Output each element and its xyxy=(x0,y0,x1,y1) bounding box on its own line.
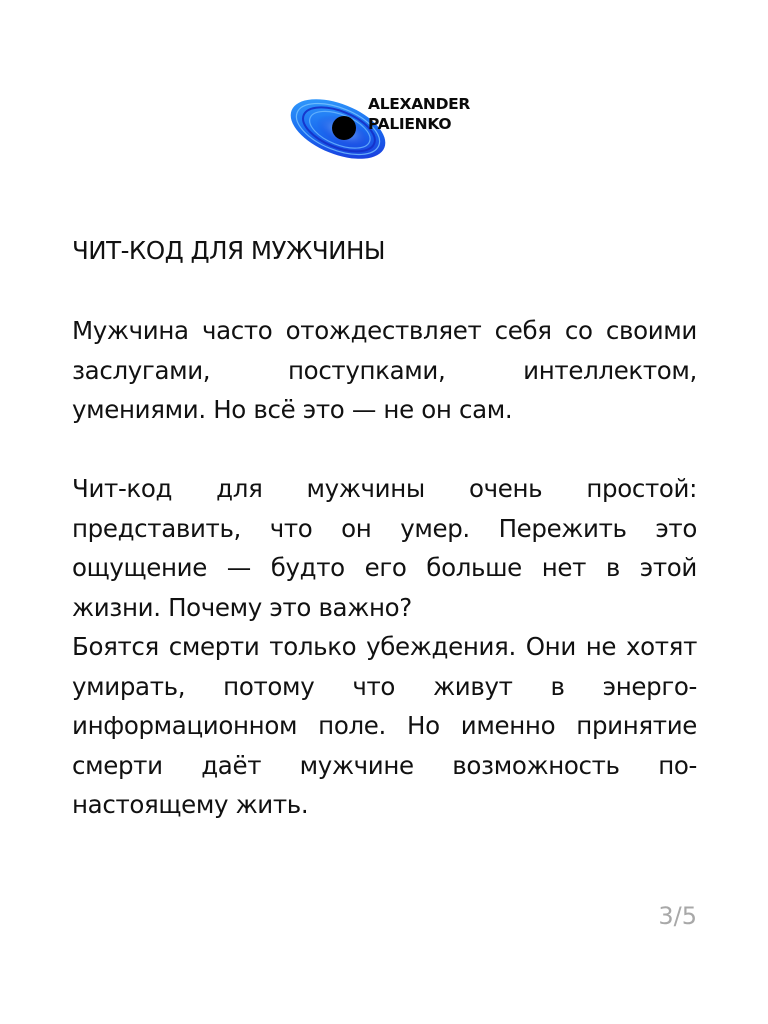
brand-name-line-2: PALIENKO xyxy=(368,115,452,133)
page-indicator: 3/5 xyxy=(658,902,697,930)
article-body xyxy=(72,311,697,825)
brand-name-line-1: ALEXANDER xyxy=(368,95,471,113)
brand-logo xyxy=(286,88,486,170)
brand-name xyxy=(368,94,470,134)
paragraph-1: Мужчина часто отождествляет себя со своими заслугами, поступками, интеллектом, умениями. Но всё это — не он сам. xyxy=(72,316,697,424)
page-title: ЧИТ-КОД ДЛЯ МУЖЧИНЫ xyxy=(72,236,386,265)
paragraph-2: Чит-код для мужчины очень простой: представить, что он умер. Пережить это ощущение — будто его больше нет в этой жизни. Почему это важно? xyxy=(72,474,697,622)
paragraph-3: Боятся смерти только убеждения. Они не хотят умирать, потому что живут в энерго-информационном поле. Но именно принятие смерти даёт мужчине возможность по-настоящему жить. xyxy=(72,632,697,819)
